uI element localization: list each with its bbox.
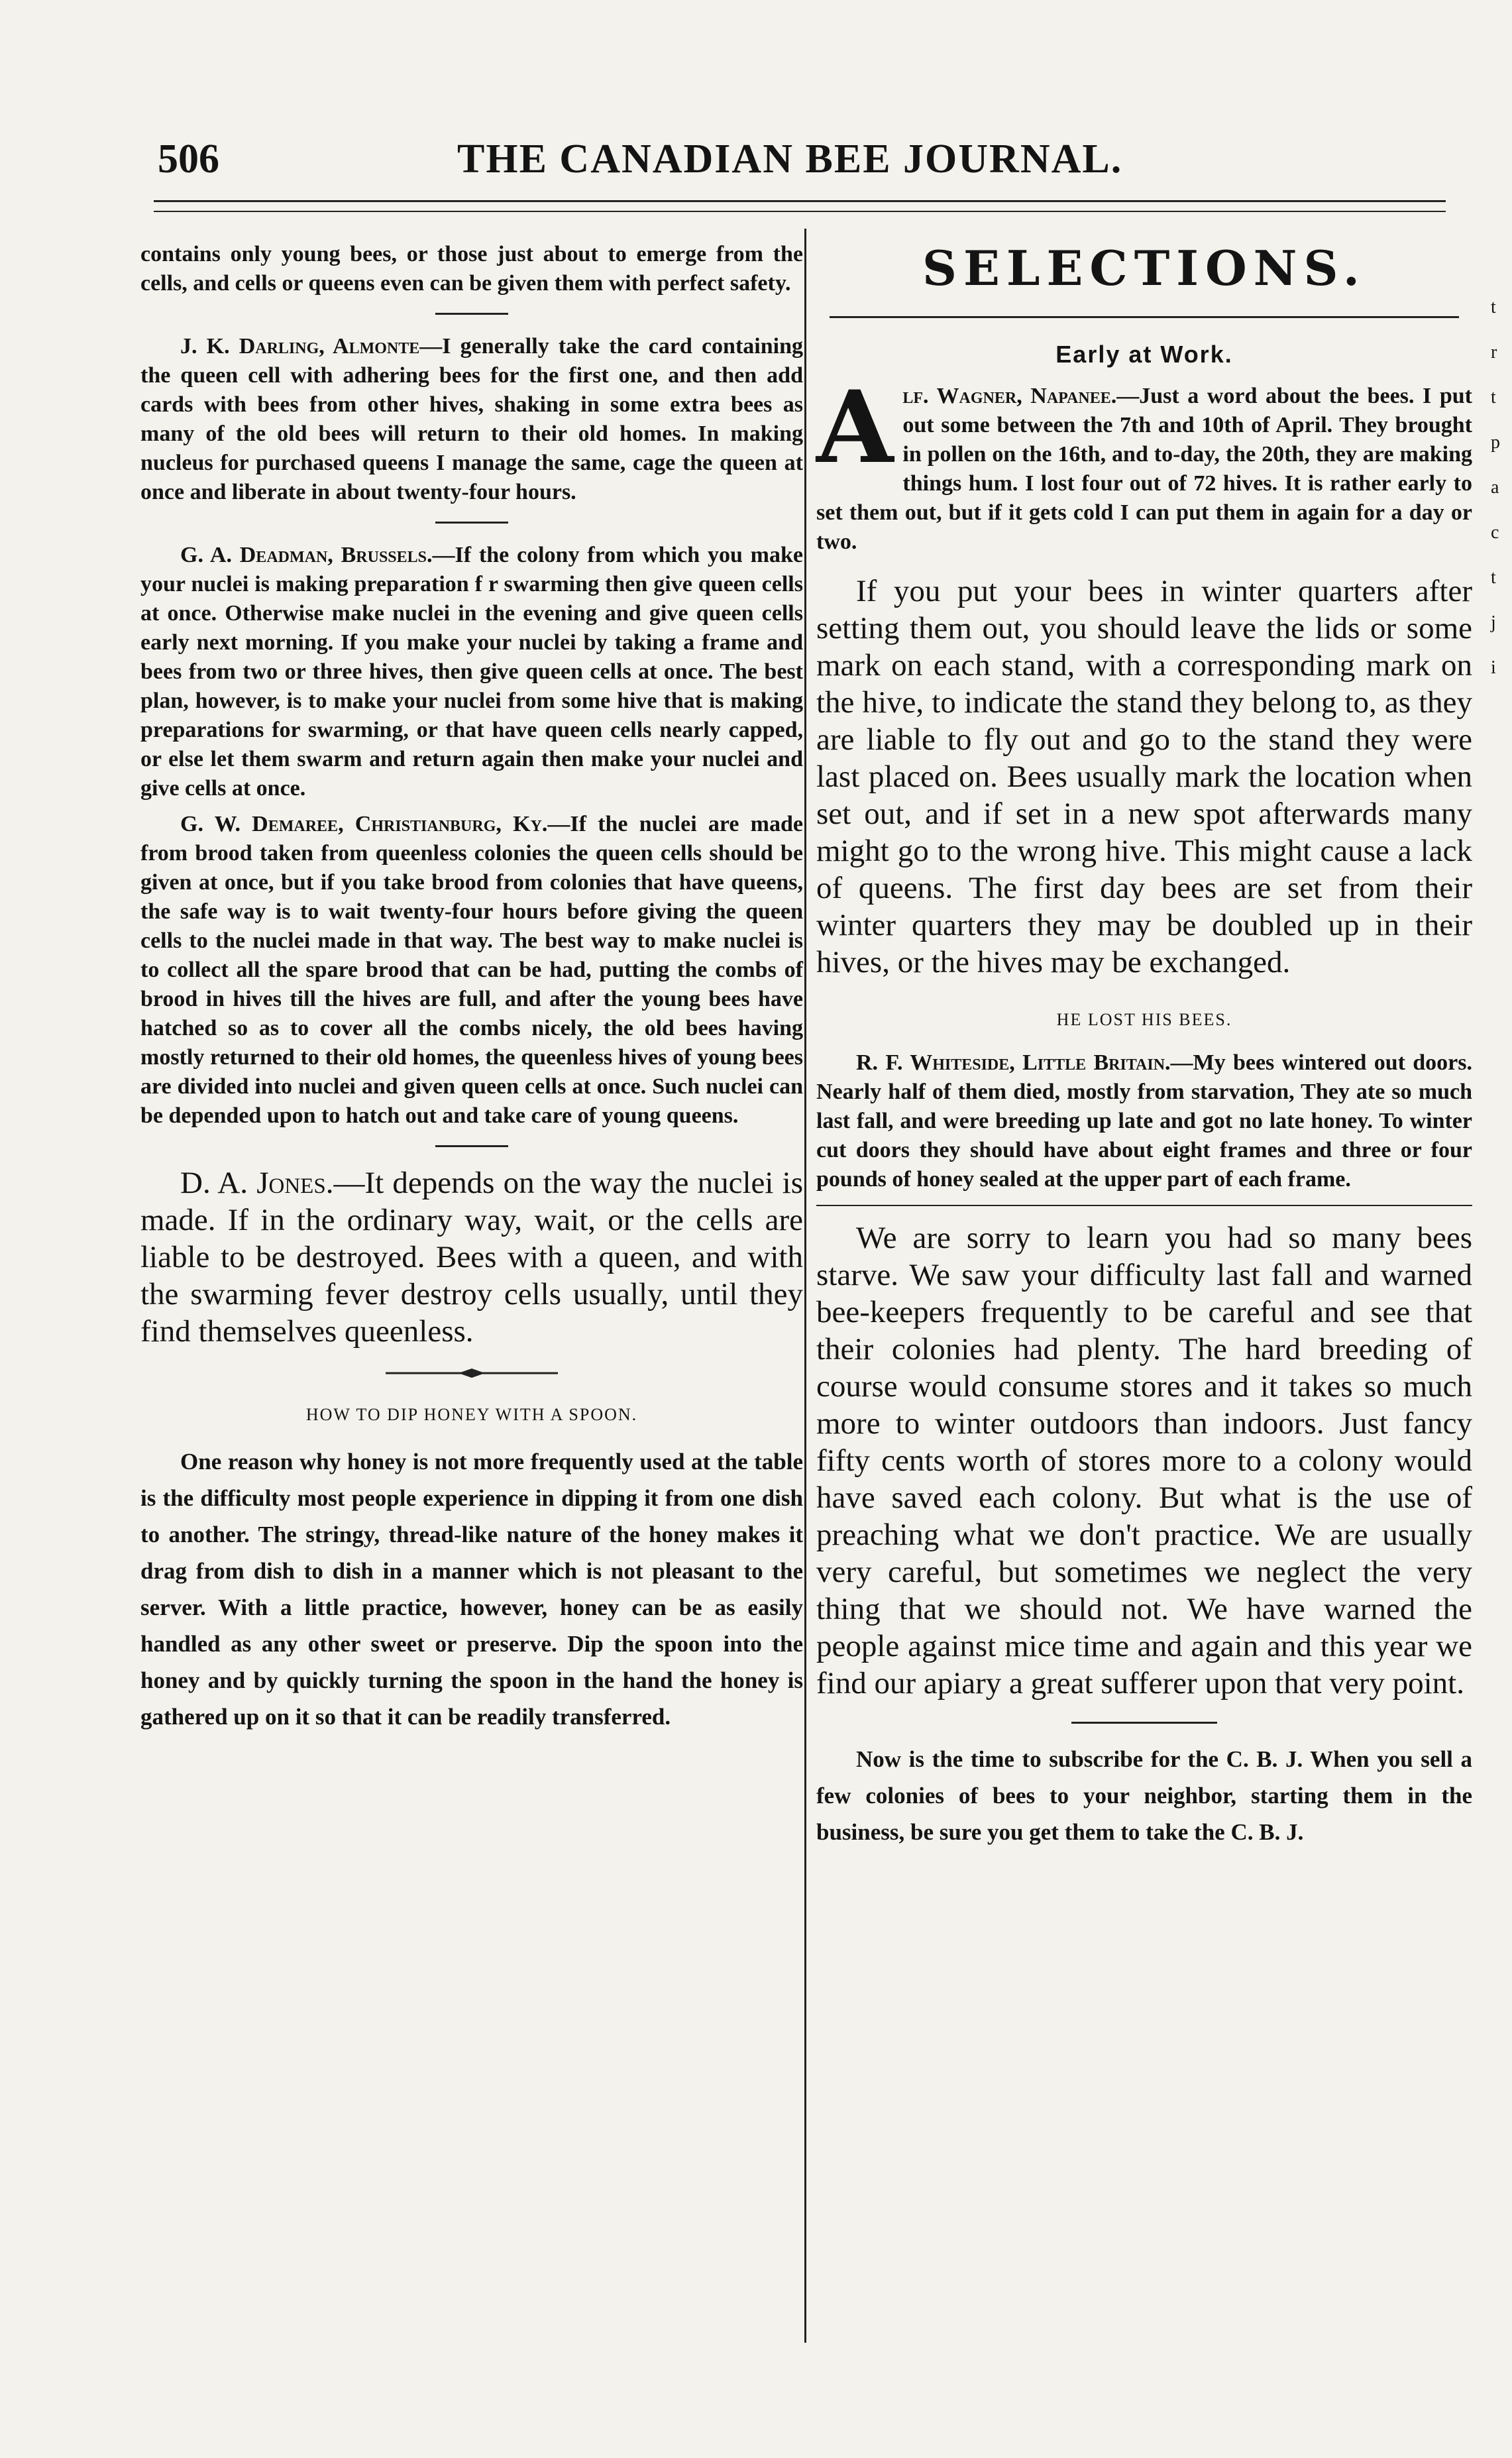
selections-rule [830, 316, 1459, 318]
header-rule-top [154, 200, 1446, 202]
edge-letter: i [1491, 657, 1496, 678]
right-column [816, 240, 1472, 1850]
deadman-paragraph [140, 541, 803, 803]
contributor-text: .—It depends on the way the nuclei is made. If in the ordinary way, wait, or the cells are liable to be destroyed. Bees with a queen, and with the swarming fever destroy cells usually, until they find themselves queenless. [140, 1166, 803, 1349]
edge-letter: t [1491, 297, 1496, 317]
header-rule-bottom [154, 211, 1446, 212]
journal-title: THE CANADIAN BEE JOURNAL. [457, 137, 1123, 182]
contributor-name: J. K. Darling, Almonte [180, 334, 420, 359]
honey-paragraph: One reason why honey is not more frequently used at the table is the difficulty most people experience in dipping it from one dish to another. The stringy, thread-like nature of the honey makes it drag from dish to dish in a manner which is not pleasant to the server. With a little practice, however, honey can be as easily handled as any other sweet or preserve. Dip the spoon into the honey and by quickly turning the spoon in the hand the honey is gathered up on it so that it can be readily transferred. [140, 1449, 803, 1730]
left-paragraph-1: contains only young bees, or those just about to emerge from the cells, and cells or queens even can be given them with perfect safety. [140, 242, 803, 296]
lost-reply: We are sorry to learn you had so many bees starve. We saw your difficulty last fall and warned bee-keepers frequently to be careful and see that their colonies had plenty. The hard breeding of course would consume stores and it takes so much more to winter outdoors than indoors. Just fancy fifty cents worth of stores more to a colony would have saved each colony. But what is the use of preaching what we don't practice. We are usually very careful, but sometimes we neglect the very thing that we should not. We have warned the people against mice time and again and this year we find our apiary a great sufferer upon that very point. [816, 1221, 1472, 1701]
column-divider [804, 229, 806, 2343]
contributor-name: lf. Wagner, Napanee [902, 384, 1111, 408]
darling-paragraph [140, 332, 803, 507]
contributor-name: G. W. Demaree, Christianburg, Ky [180, 812, 542, 836]
ornament-rule [386, 1367, 558, 1380]
edge-letter: p [1491, 432, 1500, 453]
edge-letter: r [1491, 342, 1497, 363]
edge-letters [1491, 285, 1511, 691]
left-column [140, 240, 803, 1735]
edge-letter: t [1491, 567, 1496, 588]
jones-paragraph [140, 1164, 803, 1350]
separator [435, 522, 508, 524]
ornamental-divider [140, 1362, 803, 1385]
early-heading: Early at Work. [1055, 341, 1233, 368]
reply-top-rule [816, 1205, 1472, 1206]
whiteside-paragraph [816, 1048, 1472, 1194]
separator [435, 313, 508, 315]
demaree-paragraph [140, 810, 803, 1131]
contributor-text: .—Just a word about the bees. I put out some between the 7th and 10th of April. They brought in pollen on the 16th, and to-day, the 20th, they are making things hum. I lost four out of 72 hives. It is rather early to set them out, but if it gets cold I can put them in again for a day or two. [816, 384, 1472, 554]
contributor-text: .—If the nuclei are made from brood taken from queenless colonies the queen cells should be given at once, but if you take brood from colonies that have queens, the safe way is to wait twenty-four hours before giving the queen cells to the nuclei made in that way. The best way to make nuclei is to collect all the spare brood that can be had, putting the combs of brood in hives till the hives are full, and after the young bees have hatched so as to cover all the combs nicely, the old bees having mostly returned to their old homes, the queenless hives of young bees are divided into nuclei and given queen cells at once. Such nuclei can be depended upon to hatch out and take care of young queens. [140, 812, 803, 1128]
selections-title: SELECTIONS. [922, 240, 1366, 296]
edge-letter: j [1491, 612, 1496, 633]
separator [435, 1145, 508, 1147]
separator [1071, 1722, 1217, 1724]
contributor-name: R. F. Whiteside, Little Britain [856, 1050, 1165, 1075]
contributor-text: .—My bees wintered out doors. Nearly half of them died, mostly from starvation, They ate so much last fall, and were breeding up late and got no late honey. To winter cut doors they should have about eight frames and three or four pounds of honey sealed at the upper part of each frame. [816, 1050, 1472, 1192]
lost-heading: HE LOST HIS BEES. [1056, 1010, 1232, 1029]
contributor-text: .—If the colony from which you make your nuclei is making preparation f r swarming then give queen cells at once. Otherwise make nuclei in the evening and give queen cells early next morning. If you make your nuclei by taking a frame and bees from two or three hives, then give queen cells at once. The best plan, however, is to make your nuclei from some hive that is making preparations for swarming, or that have queen cells nearly capped, or else let them swarm and return again then make your nuclei and give cells at once. [140, 543, 803, 801]
contributor-name: G. A. Deadman, Brussels [180, 543, 427, 567]
contributor-name: D. A. Jones [180, 1166, 326, 1200]
edge-letter: t [1491, 387, 1496, 408]
edge-letter: a [1491, 477, 1499, 498]
drop-cap: A [816, 369, 894, 486]
page-number: 506 [158, 137, 219, 182]
early-reply: If you put your bees in winter quarters after setting them out, you should leave the lids or some mark on each stand, with a corresponding mark on the hive, to indicate the stand they belong to, as they are liable to fly out and go to the stand they were last placed on. Bees usually mark the location when set out, and if set in a new spot afterwards many might go to the wrong hive. This might cause a lack of queens. The first day bees are set from their winter quarters they may be doubled up in their hives, or the hives may be exchanged. [816, 574, 1472, 979]
contributor-text: —I generally take the card containing the queen cell with adhering bees for the first one, and then add cards with bees from other hives, shaking in some extra bees as many of the old bees will return to their old homes. In making nucleus for purchased queens I manage the same, cage the queen at once and liberate in about twenty-four hours. [140, 334, 803, 504]
wagner-paragraph [816, 369, 1472, 557]
edge-letter: c [1491, 522, 1499, 543]
subscribe-notice: Now is the time to subscribe for the C. B. J. When you sell a few colonies of bees to your neighbor, starting them in the business, be sure you get them to take the C. B. J. [816, 1746, 1472, 1845]
honey-heading: HOW TO DIP HONEY WITH A SPOON. [305, 1405, 638, 1424]
